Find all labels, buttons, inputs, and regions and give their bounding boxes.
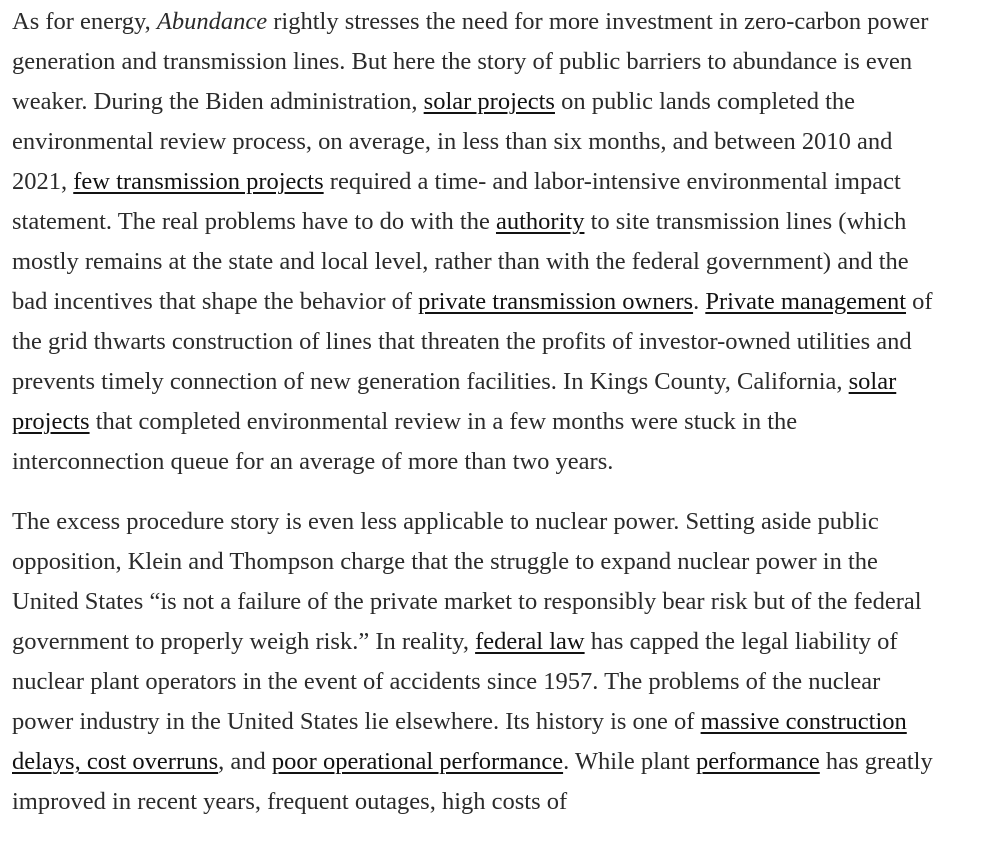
body-text: . bbox=[693, 288, 706, 315]
body-text: has capped the legal liability of nuclear plant operators in the event of accidents since 1957. The problems of the nuclear power industry in the United States lie elsewhere. Its history is one of bbox=[12, 628, 898, 735]
link-solar-projects-1[interactable]: solar projects bbox=[423, 88, 555, 115]
link-massive-construction-delays[interactable]: massive construction delays, cost overruns bbox=[12, 708, 907, 775]
body-text: required a time- and labor-intensive environmental impact statement. The real problems have to do with the bbox=[12, 168, 901, 235]
link-authority[interactable]: authority bbox=[495, 208, 585, 235]
link-private-transmission-owners[interactable]: private transmission owners bbox=[418, 288, 694, 315]
link-few-transmission-projects[interactable]: few transmission projects bbox=[73, 168, 324, 195]
book-title: Abundance bbox=[156, 8, 268, 35]
body-text: to site transmission lines (which mostly remains at the state and local level, rather than with the federal government) and the bad incentives that shape the behavior of bbox=[12, 208, 909, 315]
body-text: , and bbox=[218, 748, 272, 775]
link-federal-law[interactable]: federal law bbox=[475, 628, 585, 655]
body-text: has greatly improved in recent years, frequent outages, high costs of bbox=[12, 748, 933, 815]
link-solar-projects-2[interactable]: solar projects bbox=[12, 368, 897, 435]
article-body bbox=[12, 0, 942, 822]
paragraph-energy bbox=[12, 0, 942, 482]
body-text: on public lands completed the environmental review process, on average, in less than six months, and between 2010 and 2021, bbox=[12, 88, 893, 195]
link-poor-operational-performance[interactable]: poor operational performance bbox=[271, 748, 564, 775]
body-text: The excess procedure story is even less applicable to nuclear power. Setting aside public opposition, Klein and Thompson charge that the struggle to expand nuclear power in the United States “is not a failure of the private market to responsibly bear risk but of the federal government to properly weigh risk.” In reality, bbox=[12, 508, 922, 655]
body-text: . While plant bbox=[563, 748, 696, 775]
body-text: that completed environmental review in a few months were stuck in the interconnection queue for an average of more than two years. bbox=[12, 408, 798, 475]
paragraph-nuclear bbox=[12, 502, 942, 822]
body-text: of the grid thwarts construction of lines that threaten the profits of investor-owned utilities and prevents timely connection of new generation facilities. In Kings County, California, bbox=[12, 288, 933, 395]
link-performance[interactable]: performance bbox=[696, 748, 820, 775]
link-private-management[interactable]: Private management bbox=[705, 288, 907, 315]
body-text: As for energy, bbox=[12, 8, 157, 35]
body-text: rightly stresses the need for more investment in zero-carbon power generation and transmission lines. But here the story of public barriers to abundance is even weaker. During the Biden administration, bbox=[12, 8, 929, 115]
